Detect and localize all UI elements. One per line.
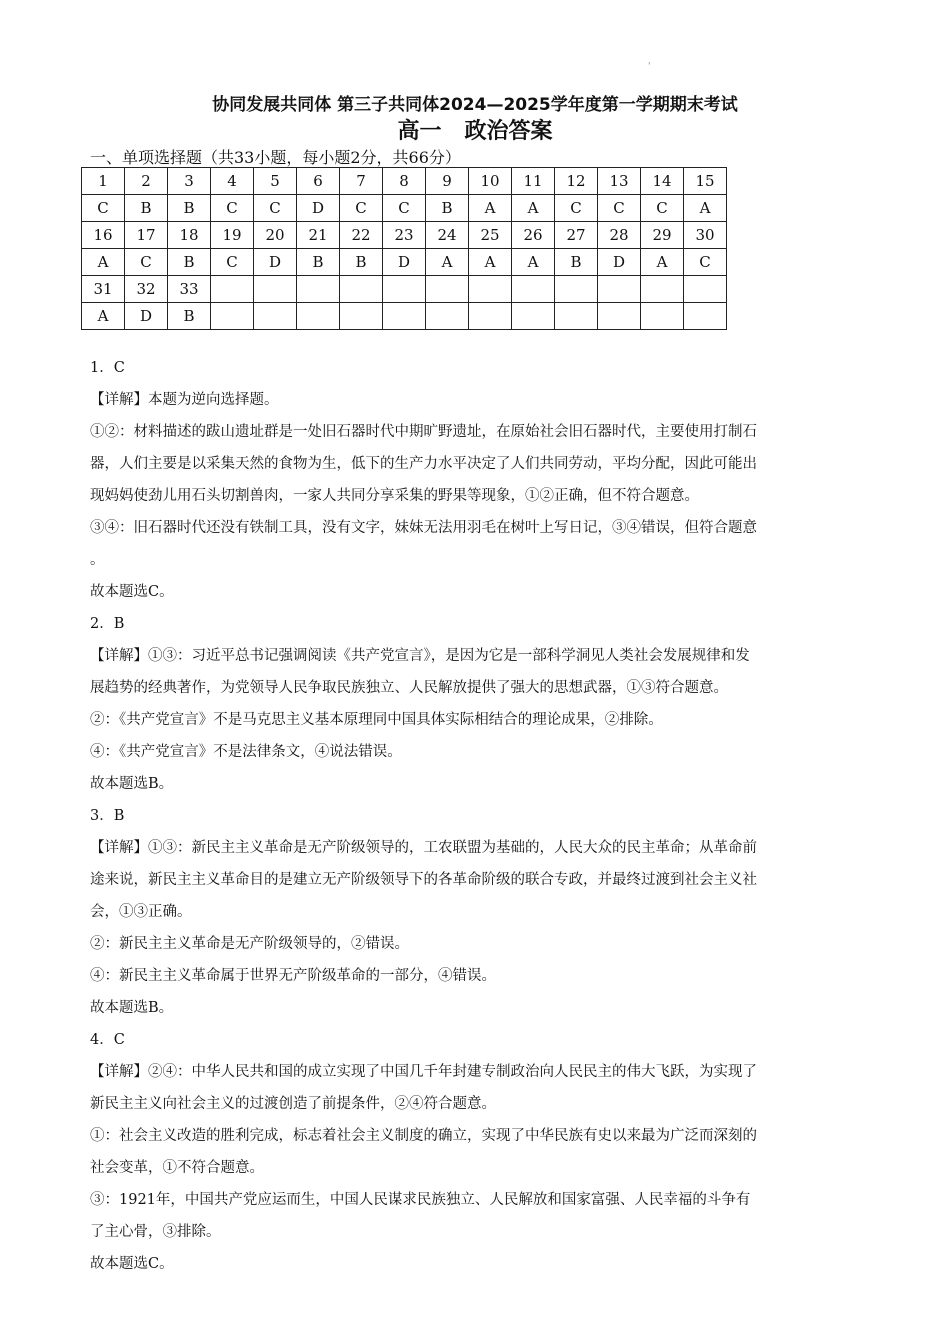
explanation-line: 3．B bbox=[90, 808, 125, 824]
question-number-cell: 5 bbox=[254, 168, 297, 195]
answer-cell: A bbox=[512, 195, 555, 222]
question-number-cell: 28 bbox=[598, 222, 641, 249]
answer-cell bbox=[254, 303, 297, 330]
question-number-row bbox=[82, 276, 727, 303]
question-number-cell bbox=[598, 276, 641, 303]
answer-cell: C bbox=[383, 195, 426, 222]
explanation-line: 了主心骨，③排除。 bbox=[90, 1224, 221, 1240]
answer-cell: B bbox=[297, 249, 340, 276]
question-number-cell: 15 bbox=[684, 168, 727, 195]
explanations bbox=[90, 352, 865, 1280]
answer-cell bbox=[383, 303, 426, 330]
question-number-cell: 7 bbox=[340, 168, 383, 195]
question-number-cell: 19 bbox=[211, 222, 254, 249]
question-number-cell bbox=[383, 276, 426, 303]
question-number-cell: 12 bbox=[555, 168, 598, 195]
answer-cell: A bbox=[426, 249, 469, 276]
answer-cell: C bbox=[211, 195, 254, 222]
explanation-line: 器，人们主要是以采集天然的食物为生，低下的生产力水平决定了人们共同劳动，平均分配，因此可能出 bbox=[90, 456, 757, 472]
explanation-line: 现妈妈使劲儿用石头切割兽肉，一家人共同分享采集的野果等现象，①②正确，但不符合题意。 bbox=[90, 488, 699, 504]
answer-cell: A bbox=[512, 249, 555, 276]
question-number-cell: 32 bbox=[125, 276, 168, 303]
answer-cell: C bbox=[82, 195, 125, 222]
answer-cell: D bbox=[297, 195, 340, 222]
explanation-line: ①：社会主义改造的胜利完成，标志着社会主义制度的确立，实现了中华民族有史以来最为广泛而深刻的 bbox=[90, 1128, 757, 1144]
answer-cell: A bbox=[684, 195, 727, 222]
explanation-line: ④：《共产党宣言》不是法律条文，④说法错误。 bbox=[90, 744, 402, 760]
question-number-cell: 23 bbox=[383, 222, 426, 249]
explanation-line: 【详解】本题为逆向选择题。 bbox=[90, 392, 279, 408]
explanation-line: 4．C bbox=[90, 1032, 125, 1048]
question-number-cell: 6 bbox=[297, 168, 340, 195]
explanation-line: ③④：旧石器时代还没有铁制工具，没有文字，妹妹无法用羽毛在树叶上写日记，③④错误，但符合题意 bbox=[90, 520, 757, 536]
question-number-row bbox=[82, 222, 727, 249]
question-number-cell: 3 bbox=[168, 168, 211, 195]
answer-row bbox=[82, 249, 727, 276]
answer-cell bbox=[469, 303, 512, 330]
answer-cell: B bbox=[168, 303, 211, 330]
question-number-row bbox=[82, 168, 727, 195]
answer-cell bbox=[512, 303, 555, 330]
question-number-cell: 8 bbox=[383, 168, 426, 195]
answer-cell bbox=[426, 303, 469, 330]
explanation-line: 会，①③正确。 bbox=[90, 904, 192, 920]
question-number-cell: 11 bbox=[512, 168, 555, 195]
question-number-cell bbox=[254, 276, 297, 303]
question-number-cell: 21 bbox=[297, 222, 340, 249]
answer-cell: A bbox=[469, 249, 512, 276]
explanation-line: 。 bbox=[90, 552, 105, 568]
answer-cell: C bbox=[340, 195, 383, 222]
answer-row bbox=[82, 195, 727, 222]
question-number-cell: 27 bbox=[555, 222, 598, 249]
explanation-line: 故本题选C。 bbox=[90, 1256, 174, 1272]
answer-cell: C bbox=[641, 195, 684, 222]
answer-cell bbox=[684, 303, 727, 330]
answer-cell: A bbox=[82, 303, 125, 330]
question-number-cell: 20 bbox=[254, 222, 297, 249]
answer-cell: C bbox=[254, 195, 297, 222]
answer-cell: D bbox=[125, 303, 168, 330]
explanation-line: ③：1921年，中国共产党应运而生，中国人民谋求民族独立、人民解放和国家富强、人民幸福的斗争有 bbox=[90, 1192, 751, 1208]
answer-table bbox=[81, 167, 727, 330]
question-number-cell: 29 bbox=[641, 222, 684, 249]
answer-cell bbox=[641, 303, 684, 330]
explanation-line: 2．B bbox=[90, 616, 125, 632]
answer-cell: C bbox=[598, 195, 641, 222]
answer-cell: C bbox=[125, 249, 168, 276]
explanation-line: ②：《共产党宣言》不是马克思主义基本原理同中国具体实际相结合的理论成果，②排除。 bbox=[90, 712, 663, 728]
question-number-cell: 30 bbox=[684, 222, 727, 249]
answer-cell bbox=[598, 303, 641, 330]
explanation-line: 社会变革，①不符合题意。 bbox=[90, 1160, 264, 1176]
answer-cell bbox=[297, 303, 340, 330]
answer-cell: B bbox=[555, 249, 598, 276]
explanation-line: 途来说，新民主主义革命目的是建立无产阶级领导下的各革命阶级的联合专政，并最终过渡到社会主义社 bbox=[90, 872, 757, 888]
answer-cell: B bbox=[125, 195, 168, 222]
explanation-line: ④：新民主主义革命属于世界无产阶级革命的一部分，④错误。 bbox=[90, 968, 496, 984]
answer-row bbox=[82, 303, 727, 330]
question-number-cell bbox=[297, 276, 340, 303]
answer-table-body bbox=[82, 168, 727, 330]
question-number-cell bbox=[641, 276, 684, 303]
stray-mark: ' bbox=[648, 62, 651, 72]
answer-cell bbox=[211, 303, 254, 330]
answer-cell: A bbox=[641, 249, 684, 276]
question-number-cell bbox=[426, 276, 469, 303]
question-number-cell: 17 bbox=[125, 222, 168, 249]
question-number-cell: 24 bbox=[426, 222, 469, 249]
question-number-cell: 25 bbox=[469, 222, 512, 249]
explanation-line: ①②：材料描述的跋山遗址群是一处旧石器时代中期旷野遗址，在原始社会旧石器时代，主要使用打制石 bbox=[90, 424, 757, 440]
answer-cell: B bbox=[340, 249, 383, 276]
question-number-cell: 2 bbox=[125, 168, 168, 195]
question-number-cell: 4 bbox=[211, 168, 254, 195]
question-number-cell bbox=[684, 276, 727, 303]
exam-title: 协同发展共同体 第三子共同体2024—2025学年度第一学期期末考试 bbox=[212, 95, 738, 115]
question-number-cell bbox=[555, 276, 598, 303]
explanation-line: 【详解】②④：中华人民共和国的成立实现了中国几千年封建专制政治向人民民主的伟大飞跃，为实现了 bbox=[90, 1064, 757, 1080]
question-number-cell: 18 bbox=[168, 222, 211, 249]
explanation-line: ②：新民主主义革命是无产阶级领导的，②错误。 bbox=[90, 936, 409, 952]
question-number-cell: 10 bbox=[469, 168, 512, 195]
answer-cell: C bbox=[555, 195, 598, 222]
subject-title: 高一 政治答案 bbox=[397, 119, 553, 144]
answer-cell: C bbox=[684, 249, 727, 276]
answer-cell: B bbox=[426, 195, 469, 222]
explanation-line: 展趋势的经典著作，为党领导人民争取民族独立、人民解放提供了强大的思想武器，①③符合题意。 bbox=[90, 680, 728, 696]
question-number-cell: 22 bbox=[340, 222, 383, 249]
answer-cell: A bbox=[82, 249, 125, 276]
explanation-line: 【详解】①③：新民主主义革命是无产阶级领导的，工农联盟为基础的，人民大众的民主革命；从革命前 bbox=[90, 840, 757, 856]
question-number-cell bbox=[469, 276, 512, 303]
question-number-cell: 13 bbox=[598, 168, 641, 195]
answer-cell: C bbox=[211, 249, 254, 276]
question-number-cell: 31 bbox=[82, 276, 125, 303]
explanation-line: 1．C bbox=[90, 360, 125, 376]
explanation-line: 故本题选B。 bbox=[90, 776, 174, 792]
explanation-line: 新民主主义向社会主义的过渡创造了前提条件，②④符合题意。 bbox=[90, 1096, 496, 1112]
answer-cell: D bbox=[254, 249, 297, 276]
answer-cell: A bbox=[469, 195, 512, 222]
question-number-cell bbox=[211, 276, 254, 303]
question-number-cell: 1 bbox=[82, 168, 125, 195]
answer-cell: B bbox=[168, 249, 211, 276]
explanation-line: 故本题选C。 bbox=[90, 584, 174, 600]
answer-cell: D bbox=[383, 249, 426, 276]
explanation-line: 【详解】①③：习近平总书记强调阅读《共产党宣言》，是因为它是一部科学洞见人类社会发展规律和发 bbox=[90, 648, 750, 664]
question-number-cell: 16 bbox=[82, 222, 125, 249]
question-number-cell: 33 bbox=[168, 276, 211, 303]
question-number-cell bbox=[512, 276, 555, 303]
question-number-cell bbox=[340, 276, 383, 303]
explanation-line: 故本题选B。 bbox=[90, 1000, 174, 1016]
question-number-cell: 26 bbox=[512, 222, 555, 249]
answer-cell bbox=[340, 303, 383, 330]
answer-cell: D bbox=[598, 249, 641, 276]
answer-cell bbox=[555, 303, 598, 330]
question-number-cell: 9 bbox=[426, 168, 469, 195]
section-heading: 一、单项选择题（共33小题，每小题2分，共66分） bbox=[90, 148, 461, 167]
answer-cell: B bbox=[168, 195, 211, 222]
question-number-cell: 14 bbox=[641, 168, 684, 195]
